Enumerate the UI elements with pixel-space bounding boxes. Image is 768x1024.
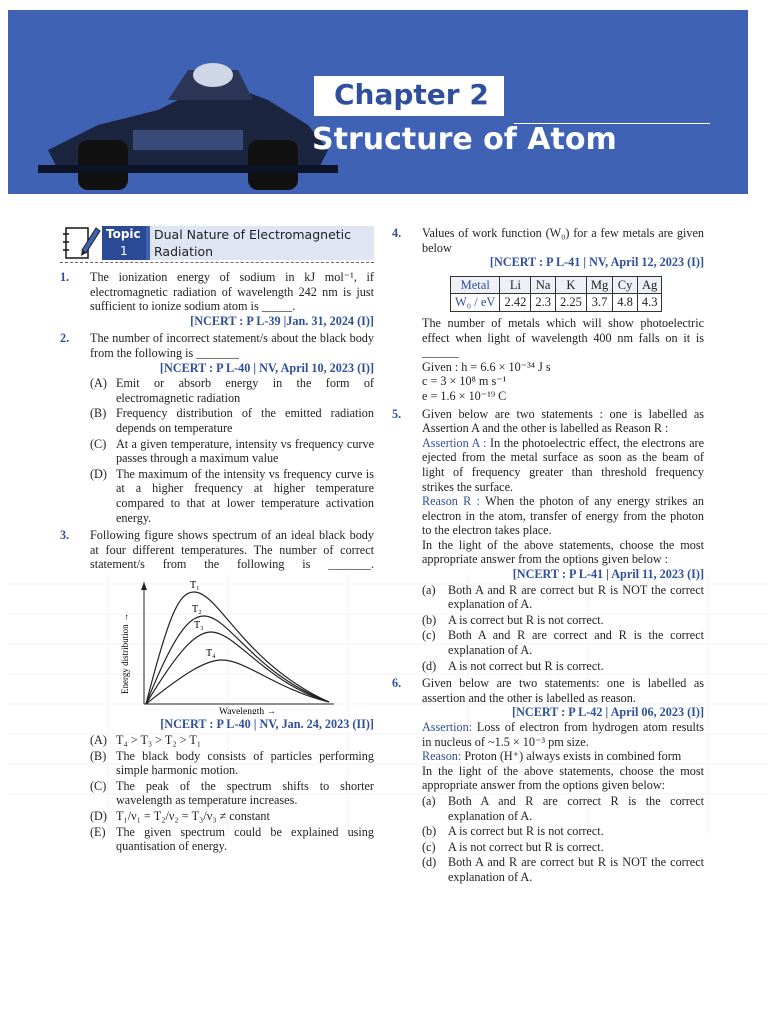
topic-header	[60, 222, 374, 266]
option	[422, 855, 704, 884]
chapter-title: Structure of Atom	[312, 122, 617, 157]
option-text: A is not correct but R is correct.	[448, 658, 604, 673]
option-text: The black body consists of particles performing simple harmonic motion.	[116, 748, 374, 778]
option-label: (A)	[90, 376, 107, 391]
given-h: Given : h = 6.6 × 10⁻³⁴ J s	[422, 359, 551, 374]
question-text: Values of work function (W₀) for a few metals are given below	[422, 226, 704, 255]
race-car-illustration	[38, 30, 338, 194]
option-text: Both A and R are correct but R is NOT the correct explanation of A.	[448, 855, 704, 884]
option	[90, 437, 374, 466]
topic-title-line2: Radiation	[154, 244, 214, 259]
table-cell: Cy	[613, 276, 638, 294]
table-cell: Li	[500, 276, 531, 294]
option	[422, 583, 704, 612]
question-text: The number of incorrect statement/s about the black body from the following is _______	[90, 331, 374, 360]
option-text: The peak of the spectrum shifts to shorter wavelength as temperature increases.	[116, 778, 374, 808]
reason-text: Proton (H⁺) always exists in combined form	[464, 749, 682, 764]
option	[422, 628, 704, 657]
option-label: (C)	[90, 778, 107, 793]
question-number: 6.	[392, 676, 402, 691]
question-text-2: In the light of the above statements, choose the most appropriate answer from the options given below :	[422, 537, 704, 567]
table-cell: 3.7	[586, 294, 612, 312]
question-text-2: The number of metals which will show photoelectric effect when light of wavelength 400 nm falls on it is ______	[422, 315, 704, 360]
question-number: 4.	[392, 226, 402, 240]
table-cell: 2.42	[500, 294, 531, 312]
curve-t4	[146, 660, 329, 704]
topic-number: 1	[120, 244, 128, 258]
topic-title-line1: Dual Nature of Electromagnetic	[154, 227, 352, 242]
given-e: e = 1.6 × 10⁻¹⁹ C	[422, 388, 507, 403]
option-text: The maximum of the intensity vs frequency curve is at a higher frequency at higher temperature compared to that at lower temperature activation energy.	[116, 466, 374, 525]
option-label: (C)	[90, 436, 107, 451]
table-cell: Mg	[586, 276, 612, 294]
question-6	[392, 676, 704, 884]
question-text-2: In the light of the above statements, choose the most appropriate answer from the options given below:	[422, 763, 704, 793]
black-body-spectrum-figure	[114, 574, 364, 714]
curve-label-t1: T₁	[190, 579, 200, 591]
curve-label-t2: T₂	[192, 603, 202, 615]
option-text: Both A and R are correct R is the correct explanation of A.	[448, 793, 704, 823]
topic-title	[154, 226, 351, 260]
option-text: Emit or absorb energy in the form of electromagnetic radiation	[116, 376, 374, 405]
topic-label: Topic	[106, 227, 141, 241]
option-label: (c)	[422, 839, 436, 854]
option-text: Both A and R are correct but R is NOT the correct explanation of A.	[448, 582, 704, 612]
option-label: (b)	[422, 612, 437, 627]
question-3	[60, 528, 374, 854]
table-cell: 2.3	[531, 294, 556, 312]
y-axis-arrow	[141, 582, 147, 590]
option-label: (a)	[422, 793, 436, 808]
x-axis-label: Wavelength →	[219, 706, 277, 714]
chapter-label: Chapter 2	[334, 78, 489, 111]
option	[90, 467, 374, 525]
question-text: Following figure shows spectrum of an ideal black body at four different temperatures. The number of correct statement/s from the following is _______.	[90, 528, 374, 572]
option-label: (d)	[422, 855, 437, 870]
question-source: [NCERT : P L-40 | NV, April 10, 2023 (I)]	[159, 360, 374, 375]
option-text: At a given temperature, intensity vs frequency curve passes through a maximum value	[116, 436, 374, 466]
topic-divider	[60, 262, 374, 263]
question-2	[60, 331, 374, 525]
work-function-table	[450, 276, 662, 312]
option	[90, 406, 374, 435]
question-5	[392, 407, 704, 674]
table-cell: Ag	[637, 276, 662, 294]
option-text: A is not correct but R is correct.	[448, 839, 604, 854]
option-text: Frequency distribution of the emitted radiation depends on temperature	[116, 406, 374, 435]
assertion-label: Assertion:	[422, 720, 473, 734]
option	[422, 824, 704, 839]
given-c: c = 3 × 10⁸ m s⁻¹	[422, 374, 507, 389]
table-cell: 4.3	[637, 294, 662, 312]
left-column	[60, 222, 374, 857]
pen-notebook-icon	[60, 222, 102, 264]
curve-t1	[146, 592, 329, 704]
table-header: W₀ / eV	[451, 294, 500, 312]
option-text: A is correct but R is not correct.	[448, 612, 604, 627]
option-label: (b)	[422, 824, 437, 839]
question-number: 1.	[60, 270, 70, 284]
right-column	[392, 226, 704, 888]
question-source: [NCERT : P L-39 |Jan. 31, 2024 (I)]	[190, 313, 374, 328]
question-source: [NCERT : P L-40 | NV, Jan. 24, 2023 (II)]	[160, 717, 374, 732]
question-text: Given below are two statements: one is labelled as assertion and the other is labelled as reason.	[422, 676, 704, 705]
option	[422, 794, 704, 823]
assertion-label: Assertion A :	[422, 435, 487, 450]
option	[90, 779, 374, 808]
option	[422, 840, 704, 855]
question-4	[392, 226, 704, 404]
question-text: Given below are two statements : one is labelled as Assertion A and the other is labelled as Reason R :	[422, 406, 704, 436]
option-label: (d)	[422, 658, 437, 673]
option-label: (D)	[90, 809, 107, 824]
option	[422, 613, 704, 628]
assertion-text: Loss of electron from hydrogen atom results in nucleus of ~1.5 × 10⁻³ pm size.	[422, 720, 704, 749]
question-source: [NCERT : P L-42 | April 06, 2023 (I)]	[512, 705, 704, 720]
option-label: (c)	[422, 628, 436, 643]
option-label: (B)	[90, 406, 107, 421]
curve-label-t3: T₃	[194, 619, 204, 631]
question-source: [NCERT : P L-41 | April 11, 2023 (I)]	[512, 567, 704, 582]
question-text: The ionization energy of sodium in kJ mol⁻¹, if electromagnetic radiation of wavelength 242 nm is just sufficient to ionize sodium atom is _____.	[90, 270, 374, 314]
option-label: (A)	[90, 733, 107, 748]
question-1	[60, 270, 374, 328]
option	[90, 825, 374, 854]
table-cell: Na	[531, 276, 556, 294]
option	[422, 659, 704, 674]
option-text: The given spectrum could be explained using quantisation of energy.	[116, 824, 374, 854]
question-number: 2.	[60, 331, 70, 346]
option-label: (B)	[90, 748, 107, 763]
option	[90, 733, 374, 748]
reason-text: When the photon of any energy strikes an electron in the atom, transfer of energy from the photon to the electron takes place.	[422, 494, 704, 538]
table-header: Metal	[451, 276, 500, 294]
option	[90, 749, 374, 778]
option-text: Both A and R are correct and R is the correct explanation of A.	[448, 628, 704, 658]
table-cell: 2.25	[555, 294, 586, 312]
question-number: 3.	[60, 528, 70, 543]
assertion-text: In the photoelectric effect, the electrons are ejected from the metal surface as soon as the beam of light of frequency greater than threshold frequency strikes the surface.	[422, 435, 704, 494]
option-label: (a)	[422, 582, 436, 597]
table-row	[451, 294, 662, 312]
table-cell: K	[555, 276, 586, 294]
reason-label: Reason R :	[422, 494, 480, 509]
option-label: (D)	[90, 466, 107, 481]
curve-label-t4: T₄	[206, 647, 216, 659]
question-number: 5.	[392, 406, 402, 421]
option-text: T₁/ν₁ = T₂/ν₂ = T₃/ν₃ ≠ constant	[116, 809, 270, 824]
option	[90, 376, 374, 405]
option-text: A is correct but R is not correct.	[448, 824, 604, 839]
table-row	[451, 276, 662, 294]
option-label: (E)	[90, 824, 106, 839]
table-cell: 4.8	[613, 294, 638, 312]
option	[90, 809, 374, 824]
y-axis-label: Energy distribution →	[120, 613, 130, 694]
option-text: T₄ > T₃ > T₂ > T₁	[116, 733, 202, 748]
reason-label: Reason:	[422, 749, 462, 764]
question-source: [NCERT : P L-41 | NV, April 12, 2023 (I)]	[489, 255, 704, 270]
